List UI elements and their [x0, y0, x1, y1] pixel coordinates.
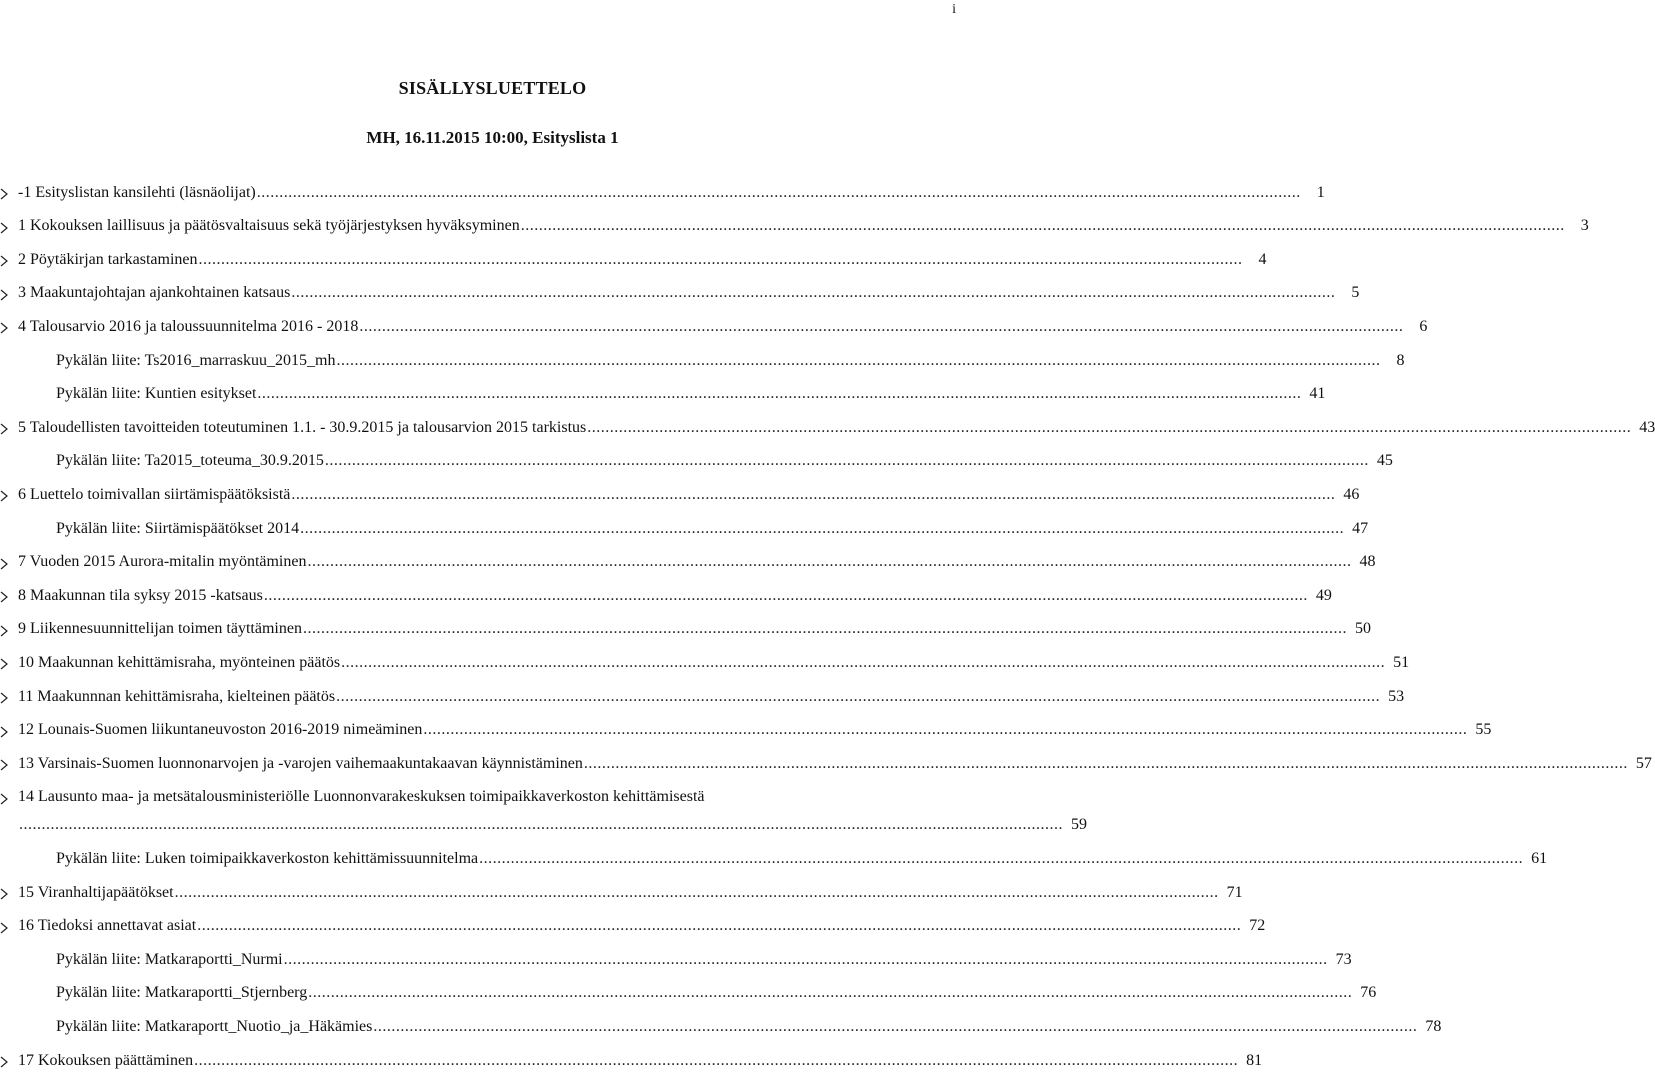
dot-leader: ........................................................................................................................................................................................................................................	[300, 519, 1345, 537]
bullet-icon	[0, 921, 8, 939]
toc-entry-page: 53	[1388, 687, 1405, 705]
dot-leader: ........................................................................................................................................................................................................................................	[307, 553, 1352, 571]
toc-entry-title: Pykälän liite: Siirtämispäätökset 2014	[56, 519, 300, 537]
bullet-icon	[0, 187, 8, 205]
toc-entry-page: 47	[1352, 519, 1369, 537]
toc-entry-title: 3 Maakuntajohtajan ajankohtainen katsaus	[18, 284, 291, 302]
dot-leader: ........................................................................................................................................................................................................................................	[302, 620, 1347, 638]
toc-entry-title: 15 Viranhaltijapäätökset	[18, 883, 174, 901]
toc-entry-title: Pykälän liite: Matkaraportt_Nuotio_ja_Häkämies	[56, 1017, 373, 1035]
document-title: SISÄLLYSLUETTELO	[398, 78, 587, 98]
toc-entry-page: 73	[1335, 950, 1352, 968]
bullet-icon	[0, 657, 8, 675]
dot-leader: ........................................................................................................................................................................................................................................	[308, 984, 1353, 1002]
document-subtitle: MH, 16.11.2015 10:00, Esityslista 1	[366, 128, 619, 147]
bullet-icon	[0, 321, 8, 339]
toc-entry-page: 71	[1226, 883, 1243, 901]
toc-entry-page: 43	[1639, 418, 1655, 436]
toc-entry-title: Pykälän liite: Luken toimipaikkaverkoston kehittämissuunnitelma	[56, 849, 479, 867]
bullet-icon	[0, 792, 8, 810]
dot-leader: ........................................................................................................................................................................................................................................	[291, 485, 1336, 503]
toc-entry-page: 46	[1343, 485, 1360, 503]
bullet-icon	[0, 557, 8, 575]
toc-entry-page: 50	[1354, 620, 1371, 638]
toc-entry-title: 9 Liikennesuunnittelijan toimen täyttäminen	[18, 620, 302, 638]
toc-entry-title: Pykälän liite: Ts2016_marraskuu_2015_mh	[56, 351, 336, 369]
page-number: i	[952, 2, 956, 17]
toc-entry-title: 6 Luettelo toimivallan siirtämispäätöksistä	[18, 485, 291, 503]
dot-leader: ........................................................................................................................................................................................................................................	[174, 883, 1219, 901]
dot-leader: ........................................................................................................................................................................................................................................	[336, 351, 1381, 369]
toc-entry-page: 61	[1531, 849, 1548, 867]
bullet-icon	[0, 887, 8, 905]
toc-entry-title: 12 Lounais-Suomen liikuntaneuvoston 2016-2019 nimeäminen	[18, 721, 423, 739]
dot-leader: ........................................................................................................................................................................................................................................	[587, 418, 1632, 436]
toc-entry-title: 4 Talousarvio 2016 ja taloussuunnitelma 2016 - 2018	[18, 317, 359, 335]
dot-leader: ........................................................................................................................................................................................................................................	[520, 217, 1565, 235]
dot-leader: ........................................................................................................................................................................................................................................	[336, 687, 1381, 705]
dot-leader: ........................................................................................................................................................................................................................................	[263, 586, 1308, 604]
toc-entry-title: Pykälän liite: Matkaraportti_Stjernberg	[56, 984, 308, 1002]
dot-leader: ........................................................................................................................................................................................................................................	[341, 653, 1386, 671]
toc-entry-page: 45	[1376, 452, 1393, 470]
toc-entry-title: 1 Kokouksen laillisuus ja päätösvaltaisuus sekä työjärjestyksen hyväksyminen	[18, 217, 520, 235]
dot-leader: ........................................................................................................................................................................................................................................	[291, 284, 1336, 302]
bullet-icon	[0, 725, 8, 743]
toc-entry-title: 10 Maakunnan kehittämisraha, myönteinen päätös	[18, 653, 341, 671]
dot-leader: ........................................................................................................................................................................................................................................	[359, 317, 1404, 335]
dot-leader: ........................................................................................................................................................................................................................................	[283, 950, 1328, 968]
toc-entry-page: 57	[1635, 754, 1652, 772]
toc-entry-title: 2 Pöytäkirjan tarkastaminen	[18, 250, 198, 268]
bullet-icon	[0, 489, 8, 507]
toc-entry-page: 76	[1360, 984, 1377, 1002]
toc-entry-title: 7 Vuoden 2015 Aurora-mitalin myöntäminen	[18, 553, 307, 571]
toc-entry-page: 4	[1258, 250, 1267, 268]
dot-leader: ........................................................................................................................................................................................................................................	[256, 183, 1301, 201]
toc-entry-title: 16 Tiedoksi annettavat asiat	[18, 917, 197, 935]
toc-entry-title: 5 Taloudellisten tavoitteiden toteutuminen 1.1. - 30.9.2015 ja talousarvion 2015 tarkistus	[18, 418, 587, 436]
toc-entry-title: 11 Maakunnnan kehittämisraha, kielteinen päätös	[18, 687, 336, 705]
toc-entry-title: 14 Lausunto maa- ja metsätalousministeriölle Luonnonvarakeskuksen toimipaikkaverkoston kehittämisestä	[18, 788, 705, 806]
toc-entry-title: Pykälän liite: Matkaraportti_Nurmi	[56, 950, 283, 968]
dot-leader: ........................................................................................................................................................................................................................................	[257, 385, 1302, 403]
bullet-icon	[0, 254, 8, 272]
bullet-icon	[0, 1055, 8, 1073]
toc-entry-page: 5	[1351, 284, 1360, 302]
toc-entry-page: 49	[1315, 586, 1332, 604]
toc-entry-page: 78	[1425, 1017, 1442, 1035]
dot-leader: ........................................................................................................................................................................................................................................	[324, 452, 1369, 470]
toc-entry-page: 72	[1249, 917, 1266, 935]
dot-leader: ........................................................................................................................................................................................................................................	[197, 917, 1242, 935]
dot-leader: ........................................................................................................................................................................................................................................	[479, 849, 1524, 867]
toc-entry-page: 59	[1071, 816, 1087, 834]
toc-entry-page: 6	[1419, 317, 1428, 335]
bullet-icon	[0, 590, 8, 608]
bullet-icon	[0, 221, 8, 239]
toc-entry-page: 51	[1393, 653, 1410, 671]
dot-leader: ........................................................................................................................................................................................................................................	[423, 721, 1468, 739]
dot-leader: ........................................................................................................................................................................................................................................	[373, 1017, 1418, 1035]
toc-entry-page: 81	[1246, 1051, 1263, 1069]
toc-entry-page: 8	[1396, 351, 1405, 369]
toc-entry-title: 13 Varsinais-Suomen luonnonarvojen ja -varojen vaihemaakuntakaavan käynnistäminen	[18, 754, 583, 772]
toc-entry-title: 17 Kokouksen päättäminen	[18, 1051, 194, 1069]
toc-entry-page: 41	[1309, 385, 1326, 403]
bullet-icon	[0, 691, 8, 709]
toc-entry-page: 3	[1580, 217, 1589, 235]
toc-entry-page: 55	[1475, 721, 1492, 739]
toc-entry-title: -1 Esityslistan kansilehti (läsnäolijat)	[18, 183, 256, 201]
bullet-icon	[0, 288, 8, 306]
dot-leader: ........................................................................................................................................................................................................................................	[194, 1051, 1239, 1069]
dot-leader: ........................................................................................................................................................................................................................................	[198, 250, 1243, 268]
bullet-icon	[0, 422, 8, 440]
dot-leader: ........................................................................................................................................................................................................................................	[583, 754, 1628, 772]
dot-leader: ........................................................................................................................................................................................................................................	[19, 816, 1063, 834]
toc-entry-page: 48	[1359, 553, 1376, 571]
bullet-icon	[0, 758, 8, 776]
toc-entry-page: 1	[1316, 183, 1325, 201]
toc-entry-title: Pykälän liite: Ta2015_toteuma_30.9.2015	[56, 452, 324, 470]
toc-entry-title: Pykälän liite: Kuntien esitykset	[56, 385, 257, 403]
bullet-icon	[0, 624, 8, 642]
toc-entry-title: 8 Maakunnan tila syksy 2015 -katsaus	[18, 586, 263, 604]
